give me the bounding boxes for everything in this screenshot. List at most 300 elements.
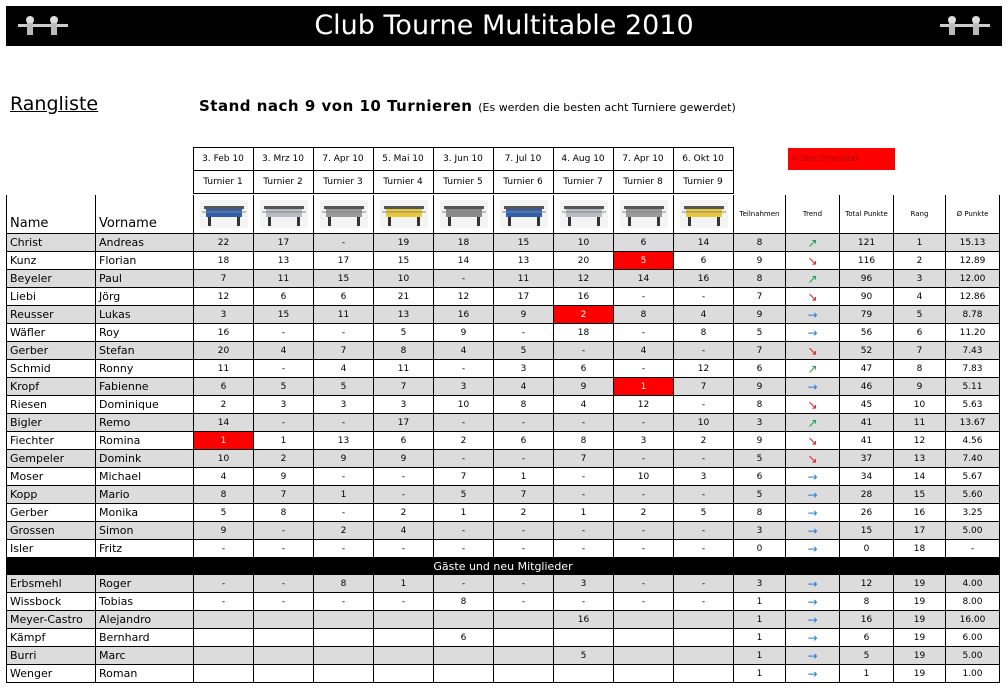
teilnahmen-cell: 1 <box>734 665 786 683</box>
score-cell: - <box>554 414 614 432</box>
teilnahmen-cell: 3 <box>734 414 786 432</box>
score-cell: 3 <box>314 396 374 414</box>
score-cell: - <box>254 575 314 593</box>
teilnahmen-cell: 5 <box>734 450 786 468</box>
score-cell: - <box>434 360 494 378</box>
table-row <box>7 611 1000 629</box>
player-name: Gerber <box>7 504 96 522</box>
rang-cell: 19 <box>894 665 946 683</box>
score-cell: - <box>374 593 434 611</box>
rang-cell: 17 <box>894 522 946 540</box>
score-cell: 9 <box>194 522 254 540</box>
column-header-row <box>7 195 1000 234</box>
total-cell: 56 <box>840 324 894 342</box>
trend-right-arrow-icon: → <box>807 541 818 556</box>
player-name: Kopp <box>7 486 96 504</box>
score-cell: 13 <box>314 432 374 450</box>
turnier-label: Turnier 9 <box>673 171 733 194</box>
score-cell: - <box>194 540 254 558</box>
score-cell <box>374 647 434 665</box>
foosball-table-icon <box>680 200 728 228</box>
player-name: Isler <box>7 540 96 558</box>
header-row <box>6 171 999 194</box>
teilnahmen-cell: 8 <box>734 234 786 252</box>
teilnahmen-cell: 3 <box>734 575 786 593</box>
header-spacer <box>839 148 893 171</box>
score-cell: 18 <box>554 324 614 342</box>
score-cell: - <box>314 593 374 611</box>
table-row <box>7 486 1000 504</box>
score-cell: - <box>614 486 674 504</box>
teilnahmen-cell: 9 <box>734 306 786 324</box>
total-cell: 46 <box>840 378 894 396</box>
score-cell: 1 <box>614 378 674 396</box>
foosball-table-icon <box>440 200 488 228</box>
score-cell: 10 <box>434 396 494 414</box>
score-cell <box>194 629 254 647</box>
total-cell: 47 <box>840 360 894 378</box>
player-name: Riesen <box>7 396 96 414</box>
score-cell: - <box>554 522 614 540</box>
trend-down-arrow-icon: ↘ <box>807 451 818 466</box>
date-cell: 3. Mrz 10 <box>253 148 313 171</box>
score-cell: - <box>614 288 674 306</box>
date-cell: 7. Apr 10 <box>313 148 373 171</box>
rang-cell: 11 <box>894 414 946 432</box>
score-cell: 5 <box>374 324 434 342</box>
score-cell: 7 <box>494 486 554 504</box>
score-cell: - <box>674 450 734 468</box>
date-cell: 7. Apr 10 <box>613 148 673 171</box>
score-cell: 16 <box>554 611 614 629</box>
score-cell <box>494 629 554 647</box>
score-cell: 3 <box>674 468 734 486</box>
avg-cell: 15.13 <box>946 234 1000 252</box>
score-cell: 8 <box>494 396 554 414</box>
header-spacer <box>945 171 999 194</box>
player-name: Gerber <box>7 342 96 360</box>
score-cell: 9 <box>374 450 434 468</box>
rang-cell: 7 <box>894 342 946 360</box>
header-spacer <box>733 148 785 171</box>
teilnahmen-cell: 5 <box>734 324 786 342</box>
rang-cell: 19 <box>894 593 946 611</box>
score-cell: 1 <box>494 468 554 486</box>
teilnahmen-cell: 0 <box>734 540 786 558</box>
trend-right-arrow-icon: → <box>807 594 818 609</box>
rang-cell: 14 <box>894 468 946 486</box>
teilnahmen-cell: 1 <box>734 593 786 611</box>
score-cell: 4 <box>374 522 434 540</box>
player-name: Meyer-Castro <box>7 611 96 629</box>
score-cell: 4 <box>494 378 554 396</box>
table-row <box>7 629 1000 647</box>
table-row <box>7 540 1000 558</box>
score-cell: 1 <box>194 432 254 450</box>
total-cell: 116 <box>840 252 894 270</box>
score-cell: - <box>674 522 734 540</box>
score-cell: 6 <box>254 288 314 306</box>
score-cell: - <box>494 324 554 342</box>
page-title: Club Tourne Multitable 2010 <box>314 10 694 41</box>
score-cell: 11 <box>254 270 314 288</box>
score-cell: 15 <box>494 234 554 252</box>
score-cell: 8 <box>614 306 674 324</box>
turnier-label: Turnier 4 <box>373 171 433 194</box>
score-cell <box>314 647 374 665</box>
total-cell: 41 <box>840 432 894 450</box>
table-image-cell <box>614 195 674 234</box>
score-cell: 18 <box>194 252 254 270</box>
player-name: Schmid <box>7 360 96 378</box>
player-name: Grossen <box>7 522 96 540</box>
table-row <box>7 252 1000 270</box>
score-cell: - <box>314 504 374 522</box>
trend-cell <box>786 450 840 468</box>
score-cell: 9 <box>494 306 554 324</box>
player-vorname: Florian <box>96 252 194 270</box>
player-vorname: Fritz <box>96 540 194 558</box>
player-name: Erbsmehl <box>7 575 96 593</box>
score-cell: 10 <box>614 468 674 486</box>
score-cell: 2 <box>374 504 434 522</box>
trend-up-arrow-icon: ↗ <box>807 271 818 286</box>
score-cell: 9 <box>254 468 314 486</box>
score-cell: 10 <box>374 270 434 288</box>
standings-note: (Es werden die besten acht Turniere gewerdet) <box>478 101 736 114</box>
trend-up-arrow-icon: ↗ <box>807 415 818 430</box>
score-cell: 6 <box>674 252 734 270</box>
score-cell <box>494 647 554 665</box>
score-cell: - <box>494 575 554 593</box>
score-cell <box>374 611 434 629</box>
score-cell: - <box>674 540 734 558</box>
trend-down-arrow-icon: ↘ <box>807 397 818 412</box>
foosball-table-icon <box>200 200 248 228</box>
score-cell: 2 <box>554 306 614 324</box>
score-cell: - <box>254 360 314 378</box>
rang-cell: 19 <box>894 575 946 593</box>
table-image-cell <box>314 195 374 234</box>
score-cell: - <box>614 522 674 540</box>
header-spacer <box>733 171 785 194</box>
score-cell <box>254 665 314 683</box>
tournament-header-table <box>6 147 1000 194</box>
score-cell: - <box>314 414 374 432</box>
table-row <box>7 450 1000 468</box>
score-cell: - <box>674 575 734 593</box>
score-cell: 11 <box>314 306 374 324</box>
total-header: Total Punkte <box>840 195 894 234</box>
trend-right-arrow-icon: → <box>807 576 818 591</box>
score-cell: 7 <box>314 342 374 360</box>
total-cell: 0 <box>840 540 894 558</box>
trend-down-arrow-icon: ↘ <box>807 433 818 448</box>
player-name: Gempeler <box>7 450 96 468</box>
score-cell: 11 <box>494 270 554 288</box>
avg-cell: 5.60 <box>946 486 1000 504</box>
player-name: Burri <box>7 647 96 665</box>
trend-cell <box>786 522 840 540</box>
total-cell: 121 <box>840 234 894 252</box>
score-cell: 5 <box>254 378 314 396</box>
player-vorname: Paul <box>96 270 194 288</box>
trend-cell <box>786 593 840 611</box>
score-cell: - <box>614 593 674 611</box>
teilnahmen-cell: 8 <box>734 270 786 288</box>
score-cell <box>194 665 254 683</box>
trend-cell <box>786 396 840 414</box>
score-cell: 3 <box>254 396 314 414</box>
score-cell: 8 <box>554 432 614 450</box>
score-cell: 17 <box>374 414 434 432</box>
trend-up-arrow-icon: ↗ <box>807 361 818 376</box>
header-spacer <box>893 171 945 194</box>
score-cell: 17 <box>254 234 314 252</box>
score-cell: 3 <box>194 306 254 324</box>
score-cell: 1 <box>434 504 494 522</box>
player-vorname: Monika <box>96 504 194 522</box>
table-image-cell <box>674 195 734 234</box>
table-row <box>7 468 1000 486</box>
rang-cell: 12 <box>894 432 946 450</box>
rang-cell: 15 <box>894 486 946 504</box>
rang-cell: 5 <box>894 306 946 324</box>
score-cell: - <box>494 593 554 611</box>
date-cell: 7. Jul 10 <box>493 148 553 171</box>
total-cell: 5 <box>840 647 894 665</box>
score-cell: 5 <box>194 504 254 522</box>
avg-cell: 7.43 <box>946 342 1000 360</box>
header-spacer <box>6 148 193 171</box>
trend-header: Trend <box>786 195 840 234</box>
vorname-header: Vorname <box>96 195 194 234</box>
rangliste-heading: Rangliste <box>10 93 99 115</box>
table-row <box>7 342 1000 360</box>
score-cell: 2 <box>614 504 674 522</box>
score-cell: 19 <box>374 234 434 252</box>
player-name: Christ <box>7 234 96 252</box>
score-cell: - <box>374 540 434 558</box>
score-cell: 4 <box>194 468 254 486</box>
teilnahmen-cell: 8 <box>734 504 786 522</box>
trend-right-arrow-icon: → <box>807 612 818 627</box>
avg-cell: 13.67 <box>946 414 1000 432</box>
rang-cell: 4 <box>894 288 946 306</box>
score-cell <box>614 647 674 665</box>
rang-cell: 3 <box>894 270 946 288</box>
total-cell: 41 <box>840 414 894 432</box>
score-cell: 16 <box>674 270 734 288</box>
score-cell <box>194 647 254 665</box>
total-cell: 52 <box>840 342 894 360</box>
score-cell: 4 <box>674 306 734 324</box>
score-cell <box>254 647 314 665</box>
score-cell <box>314 665 374 683</box>
score-cell: - <box>674 486 734 504</box>
guest-section-row <box>7 558 1000 575</box>
trend-right-arrow-icon: → <box>807 630 818 645</box>
score-cell: 10 <box>674 414 734 432</box>
score-cell: 4 <box>554 396 614 414</box>
rang-cell: 6 <box>894 324 946 342</box>
score-cell <box>674 647 734 665</box>
player-name: Kunz <box>7 252 96 270</box>
score-cell: - <box>194 575 254 593</box>
teilnahmen-cell: 9 <box>734 378 786 396</box>
turnier-label: Turnier 2 <box>253 171 313 194</box>
table-row <box>7 593 1000 611</box>
table-row <box>7 575 1000 593</box>
player-vorname: Simon <box>96 522 194 540</box>
avg-cell: 5.00 <box>946 522 1000 540</box>
teilnahmen-cell: 5 <box>734 486 786 504</box>
trend-down-arrow-icon: ↘ <box>807 343 818 358</box>
score-cell: 2 <box>674 432 734 450</box>
score-cell: 4 <box>614 342 674 360</box>
table-image-cell <box>434 195 494 234</box>
trend-right-arrow-icon: → <box>807 505 818 520</box>
ranking-table <box>6 195 1000 683</box>
player-vorname: Fabienne <box>96 378 194 396</box>
score-cell: 8 <box>194 486 254 504</box>
teilnahmen-cell: 9 <box>734 432 786 450</box>
trend-right-arrow-icon: → <box>807 379 818 394</box>
rang-cell: 9 <box>894 378 946 396</box>
player-vorname: Bernhard <box>96 629 194 647</box>
player-vorname: Remo <box>96 414 194 432</box>
score-cell: 8 <box>434 593 494 611</box>
table-image-cell <box>194 195 254 234</box>
score-cell: 11 <box>374 360 434 378</box>
teilnahmen-cell: 9 <box>734 252 786 270</box>
total-cell: 8 <box>840 593 894 611</box>
score-cell: 6 <box>314 288 374 306</box>
score-cell: 6 <box>614 234 674 252</box>
score-cell: 2 <box>434 432 494 450</box>
trend-right-arrow-icon: → <box>807 307 818 322</box>
trend-cell <box>786 432 840 450</box>
avg-cell: - <box>946 540 1000 558</box>
score-cell <box>314 611 374 629</box>
score-cell: 7 <box>434 468 494 486</box>
score-cell <box>434 611 494 629</box>
player-vorname: Mario <box>96 486 194 504</box>
score-cell: 8 <box>254 504 314 522</box>
avg-header: Ø Punkte <box>946 195 1000 234</box>
player-vorname: Ronny <box>96 360 194 378</box>
score-cell: - <box>554 486 614 504</box>
score-cell: - <box>614 360 674 378</box>
score-cell: - <box>314 468 374 486</box>
total-cell: 90 <box>840 288 894 306</box>
score-cell: 14 <box>194 414 254 432</box>
player-name: Fiechter <box>7 432 96 450</box>
teilnahmen-cell: 8 <box>734 396 786 414</box>
date-cell: 4. Aug 10 <box>553 148 613 171</box>
score-cell: - <box>194 593 254 611</box>
score-cell: - <box>674 593 734 611</box>
score-cell <box>494 611 554 629</box>
score-cell: 7 <box>674 378 734 396</box>
score-cell: 3 <box>614 432 674 450</box>
trend-cell <box>786 540 840 558</box>
table-row <box>7 234 1000 252</box>
score-cell <box>674 611 734 629</box>
player-vorname: Stefan <box>96 342 194 360</box>
score-cell: 3 <box>554 575 614 593</box>
avg-cell: 5.63 <box>946 396 1000 414</box>
score-cell <box>614 665 674 683</box>
score-cell: 5 <box>614 252 674 270</box>
turnier-label: Turnier 7 <box>553 171 613 194</box>
table-row <box>7 665 1000 683</box>
table-row <box>7 378 1000 396</box>
player-vorname: Michael <box>96 468 194 486</box>
trend-cell <box>786 252 840 270</box>
teilnahmen-cell: 3 <box>734 522 786 540</box>
rang-cell: 13 <box>894 450 946 468</box>
score-cell: 3 <box>494 360 554 378</box>
score-cell: 6 <box>374 432 434 450</box>
score-cell: 3 <box>434 378 494 396</box>
teilnahmen-cell: 7 <box>734 342 786 360</box>
table-image-cell <box>494 195 554 234</box>
total-cell: 15 <box>840 522 894 540</box>
total-cell: 79 <box>840 306 894 324</box>
teilnahmen-header: Teilnahmen <box>734 195 786 234</box>
score-cell: - <box>254 593 314 611</box>
teilnahmen-cell: 1 <box>734 611 786 629</box>
avg-cell: 11.20 <box>946 324 1000 342</box>
score-cell: - <box>434 522 494 540</box>
score-cell: 22 <box>194 234 254 252</box>
score-cell: 9 <box>434 324 494 342</box>
table-image-cell <box>254 195 314 234</box>
score-cell: 12 <box>554 270 614 288</box>
table-row <box>7 504 1000 522</box>
avg-cell: 1.00 <box>946 665 1000 683</box>
table-image-cell <box>374 195 434 234</box>
avg-cell: 4.00 <box>946 575 1000 593</box>
score-cell <box>494 665 554 683</box>
score-cell: 1 <box>374 575 434 593</box>
score-cell: - <box>374 468 434 486</box>
foosball-table-icon <box>260 200 308 228</box>
score-cell: 8 <box>374 342 434 360</box>
score-cell <box>554 665 614 683</box>
score-cell: 4 <box>434 342 494 360</box>
score-cell <box>554 629 614 647</box>
total-cell: 12 <box>840 575 894 593</box>
foosball-table-icon <box>320 200 368 228</box>
score-cell: - <box>554 540 614 558</box>
rang-cell: 18 <box>894 540 946 558</box>
score-cell: 5 <box>554 647 614 665</box>
score-cell: - <box>314 540 374 558</box>
score-cell: - <box>614 540 674 558</box>
score-cell: 13 <box>494 252 554 270</box>
player-vorname: Roger <box>96 575 194 593</box>
table-row <box>7 288 1000 306</box>
player-vorname: Dominique <box>96 396 194 414</box>
avg-cell: 12.86 <box>946 288 1000 306</box>
date-cell: 5. Mai 10 <box>373 148 433 171</box>
turnier-label: Turnier 1 <box>193 171 253 194</box>
score-cell: 1 <box>554 504 614 522</box>
trend-down-arrow-icon: ↘ <box>807 253 818 268</box>
score-cell: 1 <box>314 486 374 504</box>
